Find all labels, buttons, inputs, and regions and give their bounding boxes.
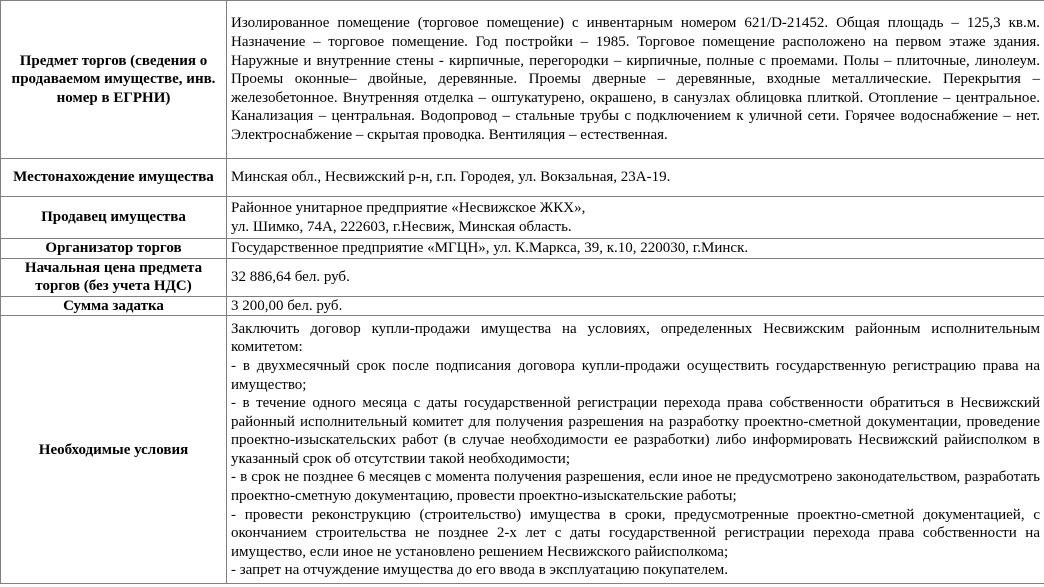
deposit-label: Сумма задатка (1, 296, 227, 316)
condition-item: - в срок не позднее 6 месяцев с момента получения разрешения, если иное не предусмотрено законодательством, разработать проектно-сметную документацию, провести проектно-изыскательские работы; (231, 469, 1040, 505)
start-price-value: 32 886,64 бел. руб. (227, 258, 1044, 296)
row-deposit (1, 296, 1044, 316)
condition-item: - провести реконструкцию (строительство) имущества в сроки, предусмотренные проектно-сметной документацией, с окончанием строительства не позднее 2-х лет с даты государственной регистрации перехода права собственности на имущество, если иное не установлено решением Несвижского райисполкома; (231, 506, 1040, 560)
condition-item: - в двухмесячный срок после подписания договора купли-продажи осуществить государственную регистрацию права на имущество; (231, 357, 1040, 393)
seller-name: Районное унитарное предприятие «Несвижское ЖКХ», (231, 199, 586, 216)
row-organizer (1, 239, 1044, 259)
subject-description (227, 1, 1044, 159)
row-conditions (1, 316, 1044, 584)
row-start-price (1, 258, 1044, 296)
row-location (1, 159, 1044, 197)
organizer-label: Организатор торгов (1, 239, 227, 259)
start-price-label: Начальная цена предмета торгов (без учета НДС) (1, 258, 227, 296)
conditions-label: Необходимые условия (1, 316, 227, 584)
row-seller (1, 197, 1044, 239)
seller-address: ул. Шимко, 74А, 222603, г.Несвиж, Минская область. (231, 218, 572, 235)
organizer-value: Государственное предприятие «МГЦН», ул. К.Маркса, 39, к.10, 220030, г.Минск. (227, 239, 1044, 259)
row-subject (1, 1, 1044, 159)
location-label: Местонахождение имущества (1, 159, 227, 197)
subject-label: Предмет торгов (сведения о продаваемом имуществе, инв. номер в ЕГРНИ) (1, 1, 227, 159)
conditions-value (227, 316, 1044, 584)
conditions-intro: Заключить договор купли-продажи имущества на условиях, определенных Несвижским районным исполнительным комитетом: (231, 320, 1040, 356)
seller-label: Продавец имущества (1, 197, 227, 239)
condition-item: - запрет на отчуждение имущества до его ввода в эксплуатацию покупателем. (231, 562, 729, 579)
seller-value (227, 197, 1044, 239)
condition-item: - в течение одного месяца с даты государственной регистрации перехода права собственности обратиться в Несвижский районный исполнительный комитет для получения разрешения на разработку проектно-сметной документации, проведение проектно-изыскательских работ (в случае необходимости ее разработки) либо информировать Несвижский райисполком в указанный срок об отсутствии такой необходимости; (231, 395, 1040, 467)
location-value: Минская обл., Несвижский р-н, г.п. Городея, ул. Вокзальная, 23А-19. (227, 159, 1044, 197)
subject-description-text: Изолированное помещение (торговое помещение) с инвентарным номером 621/D-21452. Общая площадь – 125,3 кв.м. Назначение – торговое помещение. Год постройки – 1985. Торговое помещение расположено на первом этаже здания. Наружные и внутренние стены - кирпичные, перегородки – кирпичные, полные с проемами. Полы – плиточные, линолеум. Проемы оконные– двойные, деревянные. Проемы дверные – деревянные, входные металлические. Перекрытия – железобетонное. Внутренняя отделка – оштукатурено, окрашено, в санузлах облицовка плиткой. Отопление – центральное. Канализация – центральная. Водопровод – стальные трубы с подключением к уличной сети. Горячее водоснабжение – нет. Электроснабжение – скрытая проводка. Вентиляция – естественная. (231, 15, 1040, 143)
deposit-value: 3 200,00 бел. руб. (227, 296, 1044, 316)
